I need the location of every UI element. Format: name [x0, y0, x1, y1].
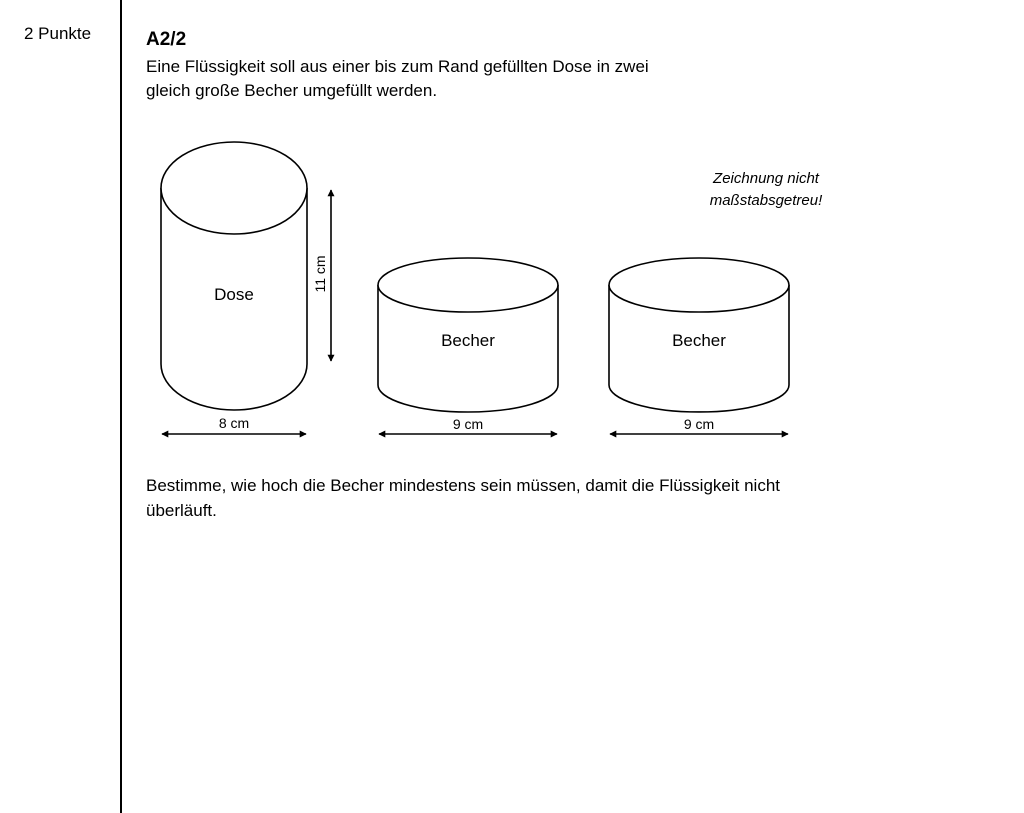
scale-note-line: Zeichnung nicht: [713, 170, 819, 187]
task-id: A2/2: [146, 29, 187, 50]
cup-label-2: Becher: [672, 331, 726, 350]
task-intro-line: Eine Flüssigkeit soll aus einer bis zum Rand gefüllten Dose in zwei: [146, 57, 649, 76]
task-question-line: Bestimme, wie hoch die Becher mindestens sein müssen, damit die Flüssigkeit nicht: [146, 476, 781, 495]
can-width-label: 8 cm: [218, 415, 250, 431]
cup-top-ellipse-1: [378, 258, 558, 312]
can-height-label: 11 cm: [312, 255, 328, 293]
can-label: Dose: [214, 285, 254, 304]
cup-cylinder-1: [378, 258, 558, 412]
task-intro-line: gleich große Becher umgefüllt werden.: [146, 81, 438, 100]
cup-cylinder-2: [609, 258, 789, 412]
cup-label-1: Becher: [441, 331, 495, 350]
points-label: 2 Punkte: [24, 24, 92, 43]
scale-note-line: maßstabsgetreu!: [709, 192, 823, 209]
can-top-ellipse: [161, 142, 307, 234]
scale-note: [686, 168, 846, 212]
cup-width-label-2: 9 cm: [683, 416, 715, 432]
cup-top-ellipse-2: [609, 258, 789, 312]
cup-width-label-1: 9 cm: [452, 416, 484, 432]
task-question: [146, 473, 886, 523]
can-cylinder: [161, 142, 307, 410]
task-question-line: überläuft.: [146, 501, 217, 520]
